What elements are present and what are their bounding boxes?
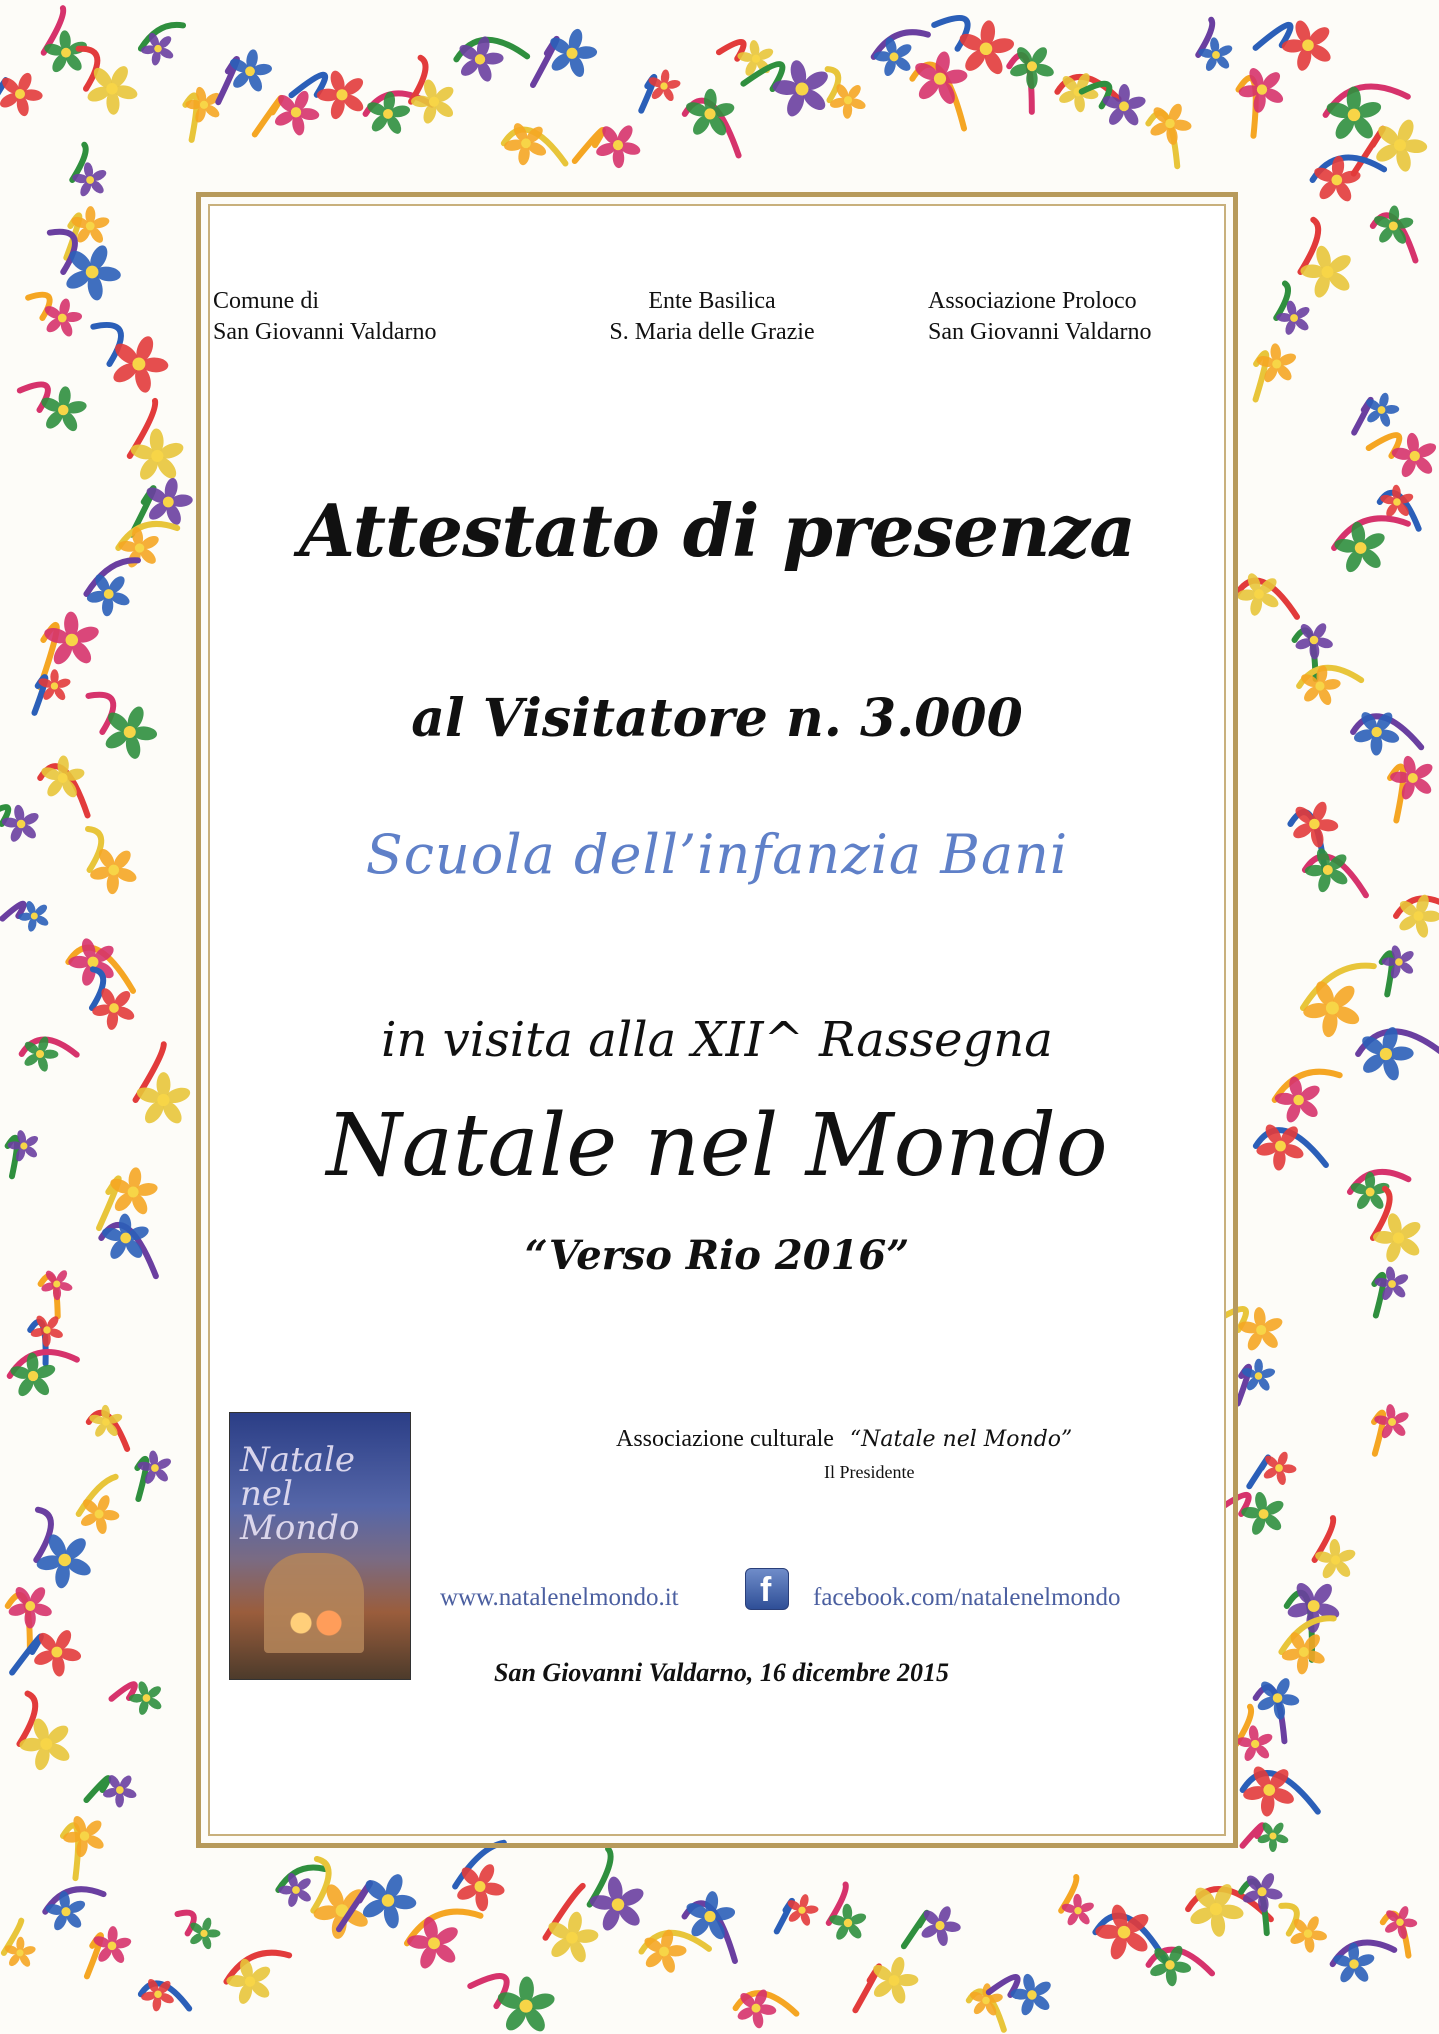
border-ornament <box>1274 1072 1339 1125</box>
border-ornament <box>87 1926 132 1977</box>
event-poster-image <box>229 1412 411 1680</box>
border-ornament <box>255 89 320 137</box>
border-ornament <box>641 69 681 111</box>
header-ente-basilica <box>592 286 832 348</box>
border-ornament <box>455 1843 506 1912</box>
border-ornament <box>575 123 642 169</box>
border-ornament <box>1302 966 1374 1039</box>
border-ornament <box>79 1477 120 1535</box>
border-ornament <box>34 669 71 713</box>
border-ornament <box>91 969 136 1030</box>
border-ornament <box>63 1814 106 1878</box>
border-ornament <box>1255 343 1297 400</box>
border-ornament <box>20 384 88 433</box>
border-ornament <box>1256 1676 1300 1741</box>
website-link[interactable]: www.natalenelmondo.it <box>440 1584 679 1611</box>
header-proloco <box>928 286 1152 348</box>
visit-line: in visita alla XII^ Rassegna <box>381 1012 1053 1068</box>
border-ornament <box>684 89 738 156</box>
border-ornament <box>185 86 222 140</box>
border-ornament <box>22 1035 77 1073</box>
border-ornament <box>1281 1618 1334 1675</box>
header-comune-line-2: San Giovanni Valdarno <box>213 319 437 345</box>
border-ornament <box>1372 205 1415 260</box>
border-ornament <box>1242 1764 1318 1818</box>
border-ornament <box>1354 392 1399 433</box>
border-ornament <box>1314 1518 1357 1580</box>
border-ornament <box>1243 1821 1290 1852</box>
president-role: Il Presidente <box>824 1462 915 1482</box>
border-ornament <box>140 1977 189 2012</box>
border-ornament <box>1148 102 1192 167</box>
border-ornament <box>2 900 50 933</box>
border-ornament <box>855 1955 918 2010</box>
border-ornament <box>111 1680 163 1716</box>
border-ornament <box>88 695 157 760</box>
border-ornament <box>1256 18 1334 72</box>
border-ornament <box>0 804 41 844</box>
border-ornament <box>1241 1871 1284 1933</box>
border-ornament <box>912 50 968 128</box>
border-ornament <box>93 325 168 394</box>
border-ornament <box>0 71 43 117</box>
poster-title: Natale nel Mondo <box>240 1440 360 1548</box>
association-signature <box>616 1426 1072 1453</box>
border-ornament <box>503 121 565 166</box>
visitor-number: al Visitatore n. 3.000 <box>411 688 1023 749</box>
border-ornament <box>828 1885 868 1942</box>
border-ornament <box>743 59 831 119</box>
event-subtitle: “Verso Rio 2016” <box>524 1232 910 1279</box>
border-ornament <box>1061 1877 1096 1927</box>
border-ornament <box>1255 1122 1326 1171</box>
border-ornament <box>736 1988 797 2030</box>
border-ornament <box>101 1213 156 1276</box>
border-ornament <box>470 1976 556 2034</box>
border-ornament <box>177 1913 220 1951</box>
border-ornament <box>226 1953 289 2006</box>
header-proloco-line-2: San Giovanni Valdarno <box>928 319 1152 345</box>
border-ornament <box>141 25 184 66</box>
border-ornament <box>1236 1707 1274 1763</box>
border-ornament <box>7 1129 39 1176</box>
border-ornament <box>589 1849 646 1933</box>
border-ornament <box>1390 755 1435 821</box>
border-ornament <box>40 755 88 815</box>
header-comune <box>213 286 437 348</box>
header-ente-line-2: S. Maria delle Grazie <box>609 319 815 345</box>
border-ornament <box>3 1921 36 1969</box>
border-ornament <box>1299 665 1361 707</box>
border-ornament <box>88 829 138 895</box>
border-ornament <box>1238 1359 1276 1404</box>
border-ornament <box>86 560 138 616</box>
place-and-date: San Giovanni Valdarno, 16 dicembre 2015 <box>494 1658 950 1687</box>
border-ornament <box>137 1450 173 1499</box>
header-ente-line-1: Ente Basilica <box>648 288 776 314</box>
border-ornament <box>533 27 597 85</box>
header-comune-line-1: Comune di <box>213 288 319 314</box>
border-ornament <box>1374 1266 1410 1316</box>
association-name: “Natale nel Mondo” <box>849 1427 1073 1452</box>
border-ornament <box>1369 432 1439 479</box>
border-ornament <box>1249 1450 1296 1486</box>
border-ornament <box>1352 709 1421 755</box>
border-ornament <box>1281 1906 1327 1954</box>
border-ornament <box>1332 1943 1394 1985</box>
border-ornament <box>19 1694 72 1772</box>
border-ornament <box>828 69 867 119</box>
border-ornament <box>904 1904 961 1947</box>
border-ornament <box>1312 155 1384 204</box>
poster-church-shape <box>264 1553 364 1653</box>
header-proloco-line-1: Associazione Proloco <box>928 288 1137 314</box>
border-ornament <box>45 1889 104 1932</box>
border-ornament <box>218 49 272 103</box>
border-ornament <box>1198 20 1234 73</box>
border-ornament <box>1333 518 1408 574</box>
border-ornament <box>1305 847 1366 896</box>
border-ornament <box>1009 44 1056 111</box>
facebook-link[interactable]: facebook.com/natalenelmondo <box>813 1584 1121 1611</box>
border-ornament <box>1396 893 1439 939</box>
border-ornament <box>1276 283 1311 336</box>
certificate-title: Attestato di presenza <box>299 488 1135 573</box>
border-ornament <box>79 49 139 115</box>
border-ornament <box>1238 66 1286 136</box>
poster-lights <box>280 1608 350 1638</box>
border-ornament <box>12 1628 82 1678</box>
border-ornament <box>72 145 108 198</box>
recipient-name: Scuola dell’infanzia Bani <box>365 823 1069 886</box>
border-ornament <box>135 1044 192 1126</box>
facebook-icon[interactable]: f <box>745 1568 789 1610</box>
border-ornament <box>1236 571 1297 616</box>
border-ornament <box>411 58 456 126</box>
border-ornament <box>86 1773 137 1807</box>
border-ornament <box>777 1893 819 1931</box>
border-ornament <box>1373 1404 1410 1454</box>
border-ornament <box>1358 1025 1439 1082</box>
border-ornament <box>1148 1944 1212 1987</box>
border-ornament <box>1382 944 1416 994</box>
border-ornament <box>406 1912 480 1971</box>
border-ornament <box>40 611 101 687</box>
border-ornament <box>40 1268 73 1316</box>
border-ornament <box>968 1983 1003 2030</box>
association-label: Associazione culturale <box>616 1426 834 1452</box>
event-name: Natale nel Mondo <box>326 1096 1108 1196</box>
border-ornament <box>456 35 527 84</box>
border-ornament <box>1300 220 1354 300</box>
border-ornament <box>88 1405 127 1449</box>
border-ornament <box>50 232 122 302</box>
border-ornament <box>129 401 186 483</box>
border-ornament <box>1349 1172 1408 1212</box>
border-ornament <box>43 8 89 74</box>
border-ornament <box>28 295 82 339</box>
